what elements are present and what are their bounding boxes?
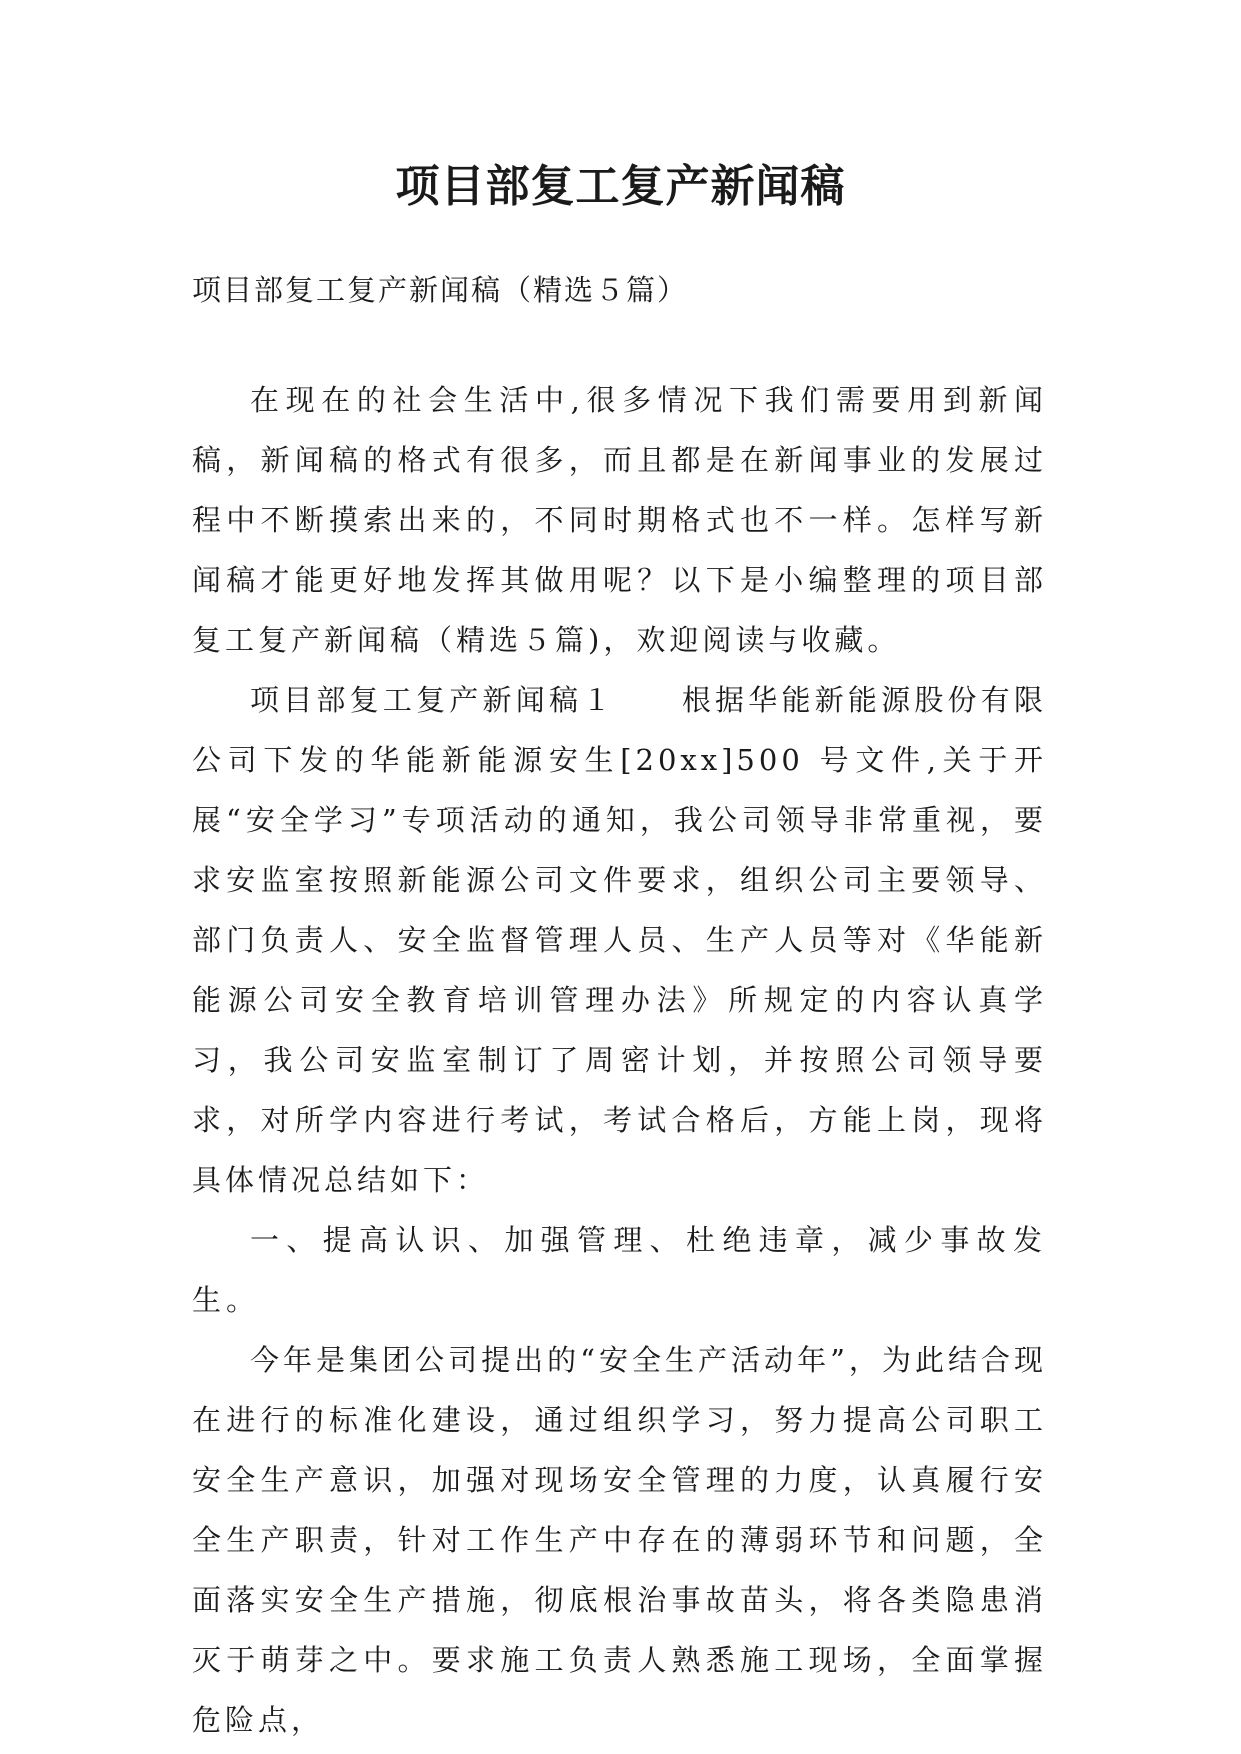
document-subtitle: 项目部复工复产新闻稿（精选５篇） — [192, 273, 689, 307]
document-body — [192, 260, 1047, 1750]
section-heading-1: 一、提高认识、加强管理、杜绝违章，减少事故发生。 — [192, 1223, 1047, 1317]
article-1-paragraph: 项目部复工复产新闻稿１ 根据华能新能源股份有限公司下发的华能新能源安生[20xx]500 号文件,关于开展“安全学习”专项活动的通知，我公司领导非常重视，要求安监室按照新能源公司文件要求，组织公司主要领导、部门负责人、安全监督管理人员、生产人员等对《华能新能源公司安全教育培训管理办法》所规定的内容认真学习，我公司安监室制订了周密计划，并按照公司领导要求，对所学内容进行考试，考试合格后，方能上岗，现将具体情况总结如下： — [192, 683, 1047, 1197]
intro-paragraph: 在现在的社会生活中,很多情况下我们需要用到新闻稿，新闻稿的格式有很多，而且都是在新闻事业的发展过程中不断摸索出来的，不同时期格式也不一样。怎样写新闻稿才能更好地发挥其做用呢？以下是小编整理的项目部复工复产新闻稿（精选５篇)，欢迎阅读与收藏。 — [192, 383, 1047, 657]
document-title: 项目部复工复产新闻稿 — [395, 161, 846, 212]
section-1-paragraph: 今年是集团公司提出的“安全生产活动年”，为此结合现在进行的标准化建设，通过组织学习，努力提高公司职工安全生产意识，加强对现场安全管理的力度，认真履行安全生产职责，针对工作生产中存在的薄弱环节和问题，全面落实安全生产措施，彻底根治事故苗头，将各类隐患消灭于萌芽之中。要求施工负责人熟悉施工现场，全面掌握危险点， — [192, 1343, 1047, 1737]
